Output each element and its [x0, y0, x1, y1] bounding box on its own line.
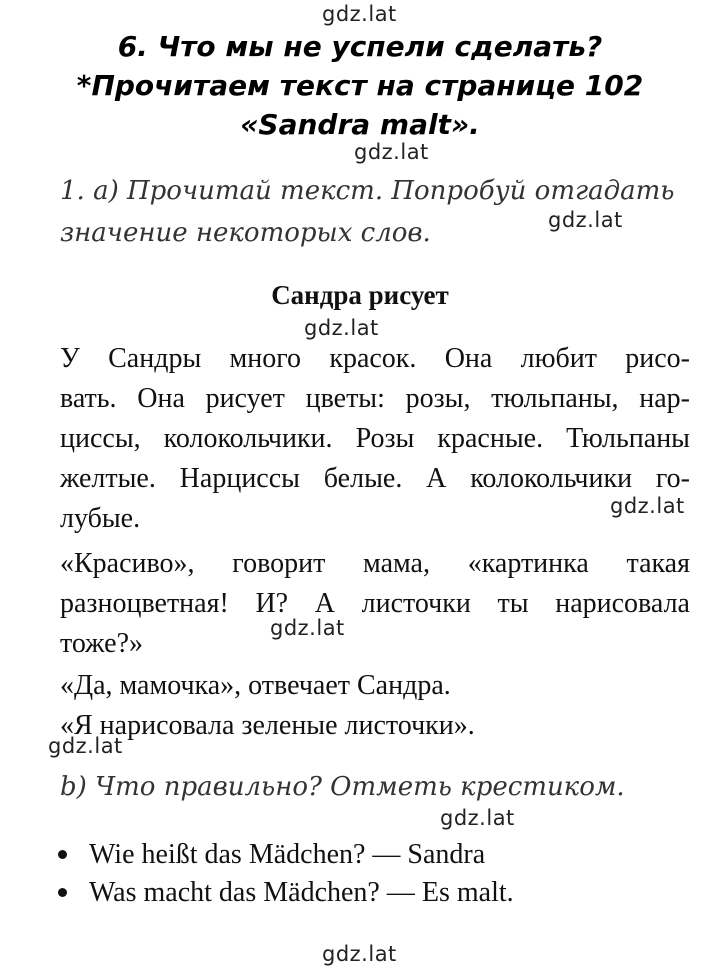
story-line: желтые. Нарциссы белые. А колокольчики го-	[60, 463, 690, 494]
bullet-item	[58, 839, 485, 871]
story-line: «Я нарисовала зеленые листочки».	[60, 710, 475, 741]
watermark: gdz.lat	[354, 140, 429, 164]
section-heading-line-1: 6. Что мы не успели сделать?	[117, 30, 603, 63]
story-line: «Да, мамочка», отвечает Сандра.	[60, 670, 451, 701]
watermark: gdz.lat	[440, 806, 515, 830]
bullet-item	[58, 877, 514, 909]
story-title: Сандра рисует	[271, 280, 449, 310]
task-1-line-1: 1. a) Прочитай текст. Попробуй отгадать	[60, 176, 675, 206]
bullet-text: Was macht das Mädchen? — Es malt.	[89, 877, 514, 908]
story-line: «Красиво», говорит мама, «картинка такая	[60, 548, 690, 579]
watermark: gdz.lat	[304, 316, 379, 340]
story-line: разноцветная! И? А листочки ты нарисовала	[60, 588, 690, 619]
story-line: лубые.	[60, 503, 141, 534]
watermark: gdz.lat	[48, 734, 123, 758]
story-line: циссы, колокольчики. Розы красные. Тюльпаны	[60, 423, 690, 454]
watermark: gdz.lat	[610, 494, 685, 518]
story-line: вать. Она рисует цветы: розы, тюльпаны, нар-	[60, 383, 690, 414]
story-line: У Сандры много красок. Она любит рисо-	[60, 343, 690, 374]
bullet-icon	[58, 850, 67, 859]
section-heading-line-2: *Прочитаем текст на странице 102	[76, 69, 644, 102]
task-b: b) Что правильно? Отметь крестиком.	[60, 772, 625, 802]
watermark: gdz.lat	[322, 942, 397, 966]
section-heading-line-3: «Sandra malt».	[240, 108, 480, 141]
watermark: gdz.lat	[322, 2, 397, 26]
watermark: gdz.lat	[548, 208, 623, 232]
bullet-icon	[58, 888, 67, 897]
watermark: gdz.lat	[270, 616, 345, 640]
story-line: тоже?»	[60, 628, 144, 659]
bullet-text: Wie heißt das Mädchen? — Sandra	[89, 839, 486, 870]
task-1-line-2: значение некоторых слов.	[60, 218, 431, 248]
